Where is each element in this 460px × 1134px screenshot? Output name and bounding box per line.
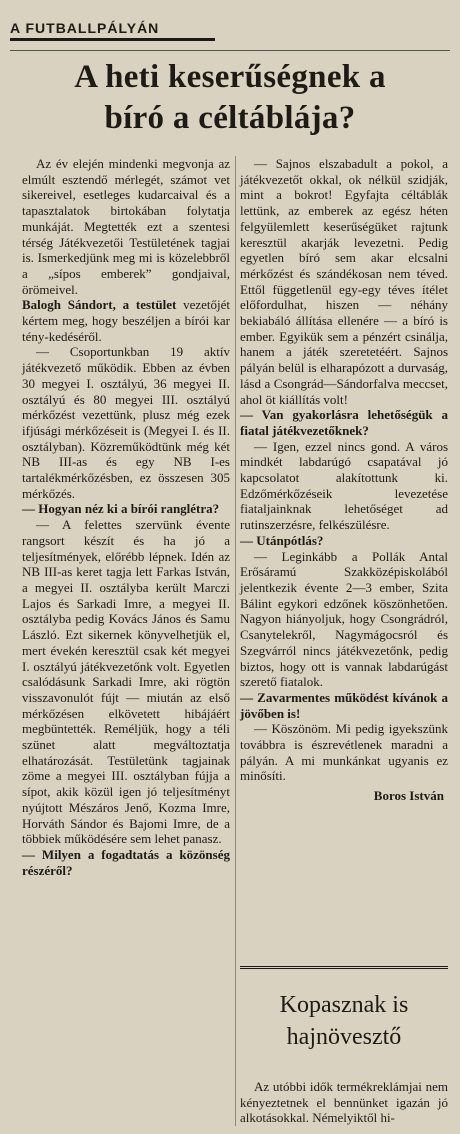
- article-paragraph: Az év elején mindenki megvonja az elmúlt esztendő mérlegét, számot vet sikereivel, esetleges kudarcaival és a tapasztalatok birtokában folytatja munkáját. Megtették ezt a szentesi térség Játékvezetői Testületének tagjai is. Ismerkedjünk meg mi is közelebbről a „sípos emberek” gondjaival, örömeivel.: [22, 156, 230, 297]
- intro-text: vezetőjét kértem meg, hogy beszéljen a bírói kar tény-kedéséről.: [22, 297, 231, 344]
- interview-intro: [22, 297, 230, 344]
- article-paragraph: — Sajnos elszabadult a pokol, a játékvezetőt okkal, ok nélkül szidják, mint a bokrot! Egyfajta céltáblák lettünk, az emberek az egész héten felgyülemlett keserűségüket rajtunk keresztül akarják levezetni. Pedig egyetlen bíró sem akar elcsalni mérkőzést és szándékosan nem téved. Ettől függetlenül egy-egy téves ítélet előfordulhat, hiszen — néhány bekiabáló állítása ellenére — a bíró is ember. Egyikük sem a pénzért csinálja, hanem a játék szeretetéért. Sajnos pályán belül is elharapózott a durvaság, lásd a Csongrád—Sándorfalva meccset, ahol öt kiállítás volt!: [240, 156, 448, 407]
- article-paragraph: — A felettes szervünk évente rangsort készít és ha jó a teljesítmények, előrébb lépnek. Idén az NB III-as keret tagja lett Farkas István, a megyei II. osztályba került Marczi Lajos és Sarkadi Imre, a megyei II. osztályba pedig Kovács János és Samu László. Ezt sikernek könyvelhetjük el, mert évekén keresztül csak két megyei I. osztályú játékvezetőnk volt. Egyetlen csalódásunk Sarkadi Imre, aki rögtön visszavonulót fújt — miután az első mérkőzésen elkövetett hibájáért megbüntették. Reméljük, hogy a téli szünet alatt megváltoztatja elhatározását. Testületünk tagjainak zöme a megyei III. osztályban fújja a sípot, akik közül igen jó teljesítményt nyújtott Mészáros Jenő, Kozma Imre, Horváth Sándor és Bajomi Imre, de a többiek működésére sem lehet panasz.: [22, 517, 230, 847]
- article-paragraph: — Csoportunkban 19 aktív játékvezető működik. Ebben az évben 30 megyei I. osztályú, 36 megyei II. osztályú és 80 megyei III. osztályú mérkőzést vezettünk, plusz még ezek ifjúsági mérkőzéseit is (Megyei I. és II. osztályban). Közreműködtünk még két NB III-as és egy NB I-es tartalékmérkőzésben, ez összesen 305 mérkőzés.: [22, 344, 230, 501]
- intro-bold-name: Balogh Sándort, a testület: [22, 297, 177, 313]
- article-paragraph: — Igen, ezzel nincs gond. A város mindkét labdarúgó csapatával jó kapcsolatot alakítottunk ki. Edzőmérkőzéseik levezetése fiataljainknak lehetőséget ad rutinszerzésre, felkészülésre.: [240, 438, 448, 533]
- second-article-title-line-2: hajnövesztő: [286, 1024, 402, 1050]
- right-column: [240, 156, 448, 804]
- headline-line-2: bíró a céltáblája?: [104, 100, 356, 136]
- author-signature: Boros István: [373, 788, 444, 804]
- article-headline: [0, 57, 460, 139]
- interview-question: — Van gyakorlásra lehetőségük a fiatal játékvezetőknek?: [240, 407, 448, 438]
- header-rule: [10, 50, 450, 51]
- interview-question: — Zavarmentes működést kívánok a jövőben is!: [240, 689, 448, 721]
- right-column-body: [240, 156, 448, 784]
- article-paragraph: — Köszönöm. Mi pedig igyekszünk továbbra is észrevétlenek maradni a pályán. A mi munkánkat ugyanis ez minősíti.: [240, 721, 448, 784]
- second-article: [240, 966, 448, 1134]
- interview-question: — Hogyan néz ki a bírói ranglétra?: [22, 501, 220, 517]
- second-article-body: Az utóbbi idők termékreklámjai nem kényeztetnek el bennünket igazán jó alkotásokkal. Némelyiktől hi-: [240, 1079, 448, 1126]
- second-article-title: [240, 989, 448, 1053]
- left-column: [22, 156, 230, 878]
- second-article-title-line-1: Kopasznak is: [279, 992, 409, 1018]
- headline-line-1: A heti keserűségnek a: [74, 59, 386, 95]
- article-paragraph: — Leginkább a Pollák Antal Erősáramú Szakközépiskolából jelentkezik évente 2—3 ember, Szita Bálint egykori edzőnek köszönhetően. Nagyon hiányoljuk, hogy Csongrádról, Csanytelekről, Nagymágocsról és Szegvárról nincs játékvezetőnk, pedig biztos, hogy ott is vannak labdarúgást szerető fiatalok.: [240, 548, 448, 690]
- column-divider: [235, 156, 236, 1126]
- section-rubric: A FUTBALLPÁLYÁN: [10, 20, 215, 41]
- interview-question: — Milyen a fogadtatás a közönség részéről?: [22, 846, 230, 878]
- interview-question: — Utánpótlás?: [240, 532, 324, 548]
